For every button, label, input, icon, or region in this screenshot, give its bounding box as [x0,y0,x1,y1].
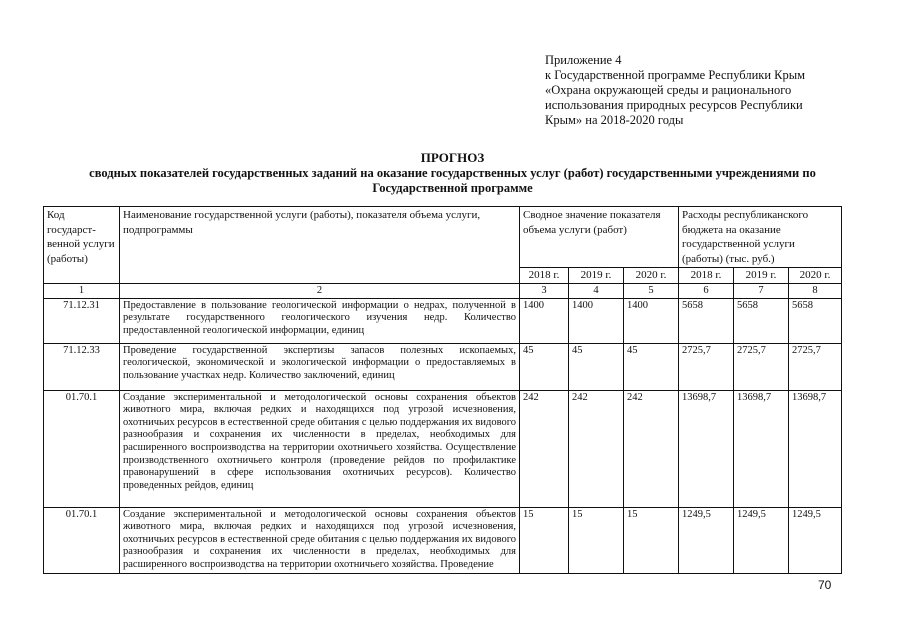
header-year: 2020 г. [624,268,679,284]
service-name: Создание экспериментальной и методологической основы сохранения объектов животного мира, включая редких и находящихся под угрозой исчезновения, охотничьих ресурсов в естественной среде обитания с целью поддержания их видового разнообразия и сохранения их численности в пределах, необходимых для расширенного воспроизводства на территории охотничьего хозяйства. Осуществление производственного охотничьего контроля (проведение рейдов по профилактике правонарушений в сфере использования охотничьих ресурсов). Количество проведенных рейдов, единиц [120,390,520,507]
document-title [40,150,865,196]
volume-value: 1400 [569,298,624,343]
header-expenses: Расходы республиканского бюджета на оказание государственной услуги (работы) (тыс. руб.) [679,207,842,268]
expense-value: 5658 [679,298,734,343]
volume-value: 15 [624,507,679,573]
service-name: Проведение государственной экспертизы запасов полезных ископаемых, геологической, экономической и экологической информации о предоставляемых в пользование участках недр. Количество заключений, единиц [120,343,520,390]
expense-value: 13698,7 [679,390,734,507]
column-number: 2 [120,283,520,298]
header-year: 2018 г. [520,268,569,284]
title-line-2: Государственной программе [372,181,533,195]
appendix-line: к Государственной программе Республики Крым [545,68,806,82]
header-year: 2019 г. [734,268,789,284]
volume-value: 15 [520,507,569,573]
column-number: 5 [624,283,679,298]
appendix-line: Крым» на 2018-2020 годы [545,113,684,127]
expense-value: 2725,7 [734,343,789,390]
column-number: 8 [789,283,842,298]
column-number: 1 [44,283,120,298]
expense-value: 13698,7 [789,390,842,507]
expense-value: 2725,7 [789,343,842,390]
expense-value: 1249,5 [734,507,789,573]
service-code: 71.12.31 [44,298,120,343]
volume-value: 1400 [624,298,679,343]
header-year: 2019 г. [569,268,624,284]
appendix-line: Приложение 4 [545,53,622,67]
volume-value: 1400 [520,298,569,343]
volume-value: 15 [569,507,624,573]
volume-value: 45 [520,343,569,390]
service-name: Создание экспериментальной и методологической основы сохранения объектов животного мира, включая редких и находящихся под угрозой исчезновения, охотничьих ресурсов в естественной среде обитания с целью поддержания их видового разнообразия и сохранения их численности в пределах, необходимых для расширенного воспроизводства на территории охотничьего хозяйства. Проведение [120,507,520,573]
table-row [44,298,842,343]
table-row [44,343,842,390]
column-number: 7 [734,283,789,298]
header-year: 2020 г. [789,268,842,284]
expense-value: 5658 [734,298,789,343]
forecast-table [43,206,842,574]
column-number: 3 [520,283,569,298]
volume-value: 242 [569,390,624,507]
appendix-line: «Охрана окружающей среды и рационального [545,83,792,97]
title-main: ПРОГНОЗ [420,150,485,165]
volume-value: 242 [624,390,679,507]
volume-value: 45 [624,343,679,390]
service-code: 01.70.1 [44,507,120,573]
expense-value: 13698,7 [734,390,789,507]
header-name: Наименование государственной услуги (работы), показателя объема услуги, подпрограммы [120,207,520,284]
appendix-note [545,53,875,128]
expense-value: 5658 [789,298,842,343]
header-volume: Сводное значение показателя объема услуги (работ) [520,207,679,268]
service-name: Предоставление в пользование геологической информации о недрах, полученной в результате государственного геологического изучения недр. Количество предоставленной геологической информации, единиц [120,298,520,343]
header-year: 2018 г. [679,268,734,284]
expense-value: 2725,7 [679,343,734,390]
header-code: Код государст-венной услуги (работы) [44,207,120,284]
expense-value: 1249,5 [679,507,734,573]
column-number: 6 [679,283,734,298]
column-number: 4 [569,283,624,298]
table-row [44,390,842,507]
title-line-1: сводных показателей государственных заданий на оказание государственных услуг (работ) государственными учреждениями по [89,166,816,180]
volume-value: 242 [520,390,569,507]
page-number: 70 [818,578,832,592]
volume-value: 45 [569,343,624,390]
appendix-line: использования природных ресурсов Республики [545,98,803,112]
table-row [44,507,842,573]
expense-value: 1249,5 [789,507,842,573]
service-code: 71.12.33 [44,343,120,390]
service-code: 01.70.1 [44,390,120,507]
